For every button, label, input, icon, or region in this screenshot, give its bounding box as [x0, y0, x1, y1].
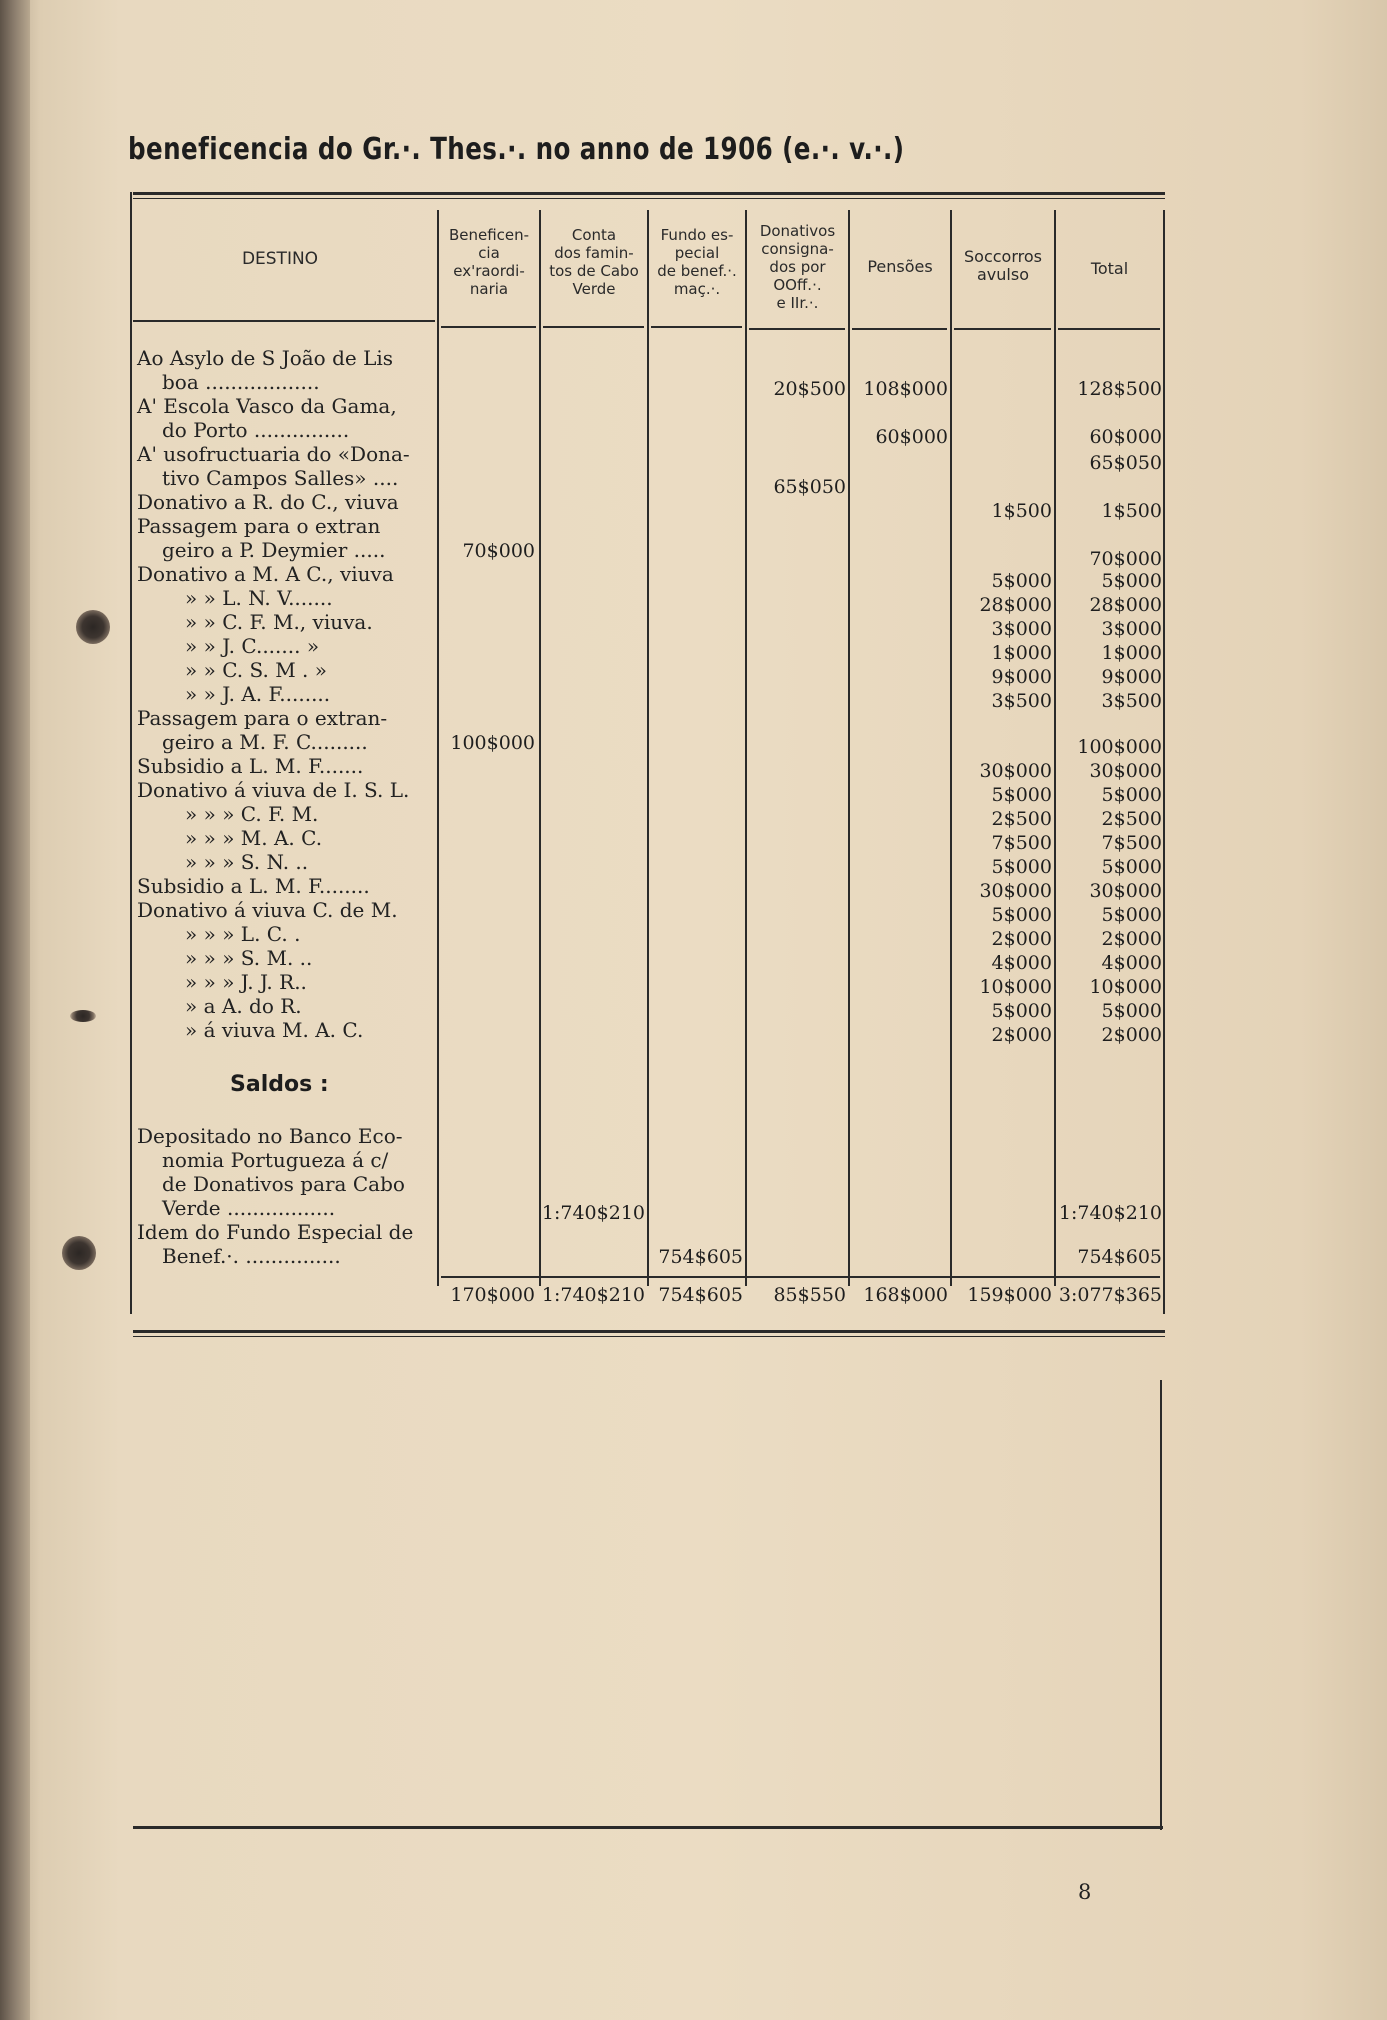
book-binding	[0, 0, 30, 2020]
total-soccorros: 159$000	[967, 1284, 1052, 1306]
destino-line: » » » L. C. .	[185, 922, 301, 946]
saldos-line: Depositado no Banco Eco-	[137, 1124, 403, 1148]
cell-total: 30$000	[1089, 760, 1162, 782]
total-donativos: 85$550	[773, 1284, 846, 1306]
cell-total: 3$500	[1101, 690, 1162, 712]
cell-total: 2$500	[1101, 808, 1162, 830]
destino-line: Subsidio a L. M. F........	[137, 874, 370, 898]
page-title: beneficencia do Gr.·. Thes.·. no anno de 1906 (e.·. v.·.)	[128, 132, 905, 167]
destino-line: » » » S. M. ..	[185, 946, 313, 970]
cell-total: 65$050	[1089, 452, 1162, 474]
cell-total: 10$000	[1089, 976, 1162, 998]
page-bottom-rule	[133, 1826, 1163, 1829]
destino-line: Donativo a R. do C., viuva	[137, 490, 399, 514]
cell-total: 9$000	[1101, 666, 1162, 688]
destino-line: Subsidio a L. M. F.......	[137, 754, 364, 778]
cell-total: 70$000	[1089, 548, 1162, 570]
destino-line: geiro a P. Deymier .....	[162, 538, 386, 562]
cell-soccorros: 2$000	[991, 928, 1052, 950]
cell-soccorros: 28$000	[979, 594, 1052, 616]
destino-line: » » » C. F. M.	[185, 802, 319, 826]
binding-hole	[62, 1236, 96, 1270]
cell-pensoes: 60$000	[875, 426, 948, 448]
header-donativos: Donativos consigna- dos por OOff.·. e IIr.·.	[759, 222, 836, 312]
destino-line: » á viuva M. A. C.	[185, 1018, 364, 1042]
total-pensoes: 168$000	[863, 1284, 948, 1306]
cell-soccorros: 10$000	[979, 976, 1052, 998]
cell-soccorros: 1$000	[991, 642, 1052, 664]
cell-soccorros: 9$000	[991, 666, 1052, 688]
saldos-line: Idem do Fundo Especial de	[137, 1220, 414, 1244]
destino-line: » » » S. N. ..	[185, 850, 309, 874]
destino-line: Donativo á viuva C. de M.	[137, 898, 398, 922]
col-line	[647, 210, 649, 1286]
header-total: Total	[1090, 259, 1129, 278]
total-total: 3:077$365	[1058, 1284, 1162, 1306]
saldos-line: Verde .................	[162, 1196, 336, 1220]
col-line	[848, 210, 850, 1286]
col-line	[539, 210, 541, 1286]
destino-line: » a A. do R.	[185, 994, 302, 1018]
cell-total: 5$000	[1101, 784, 1162, 806]
totals-rule	[441, 1276, 1160, 1278]
cell-soccorros: 2$000	[991, 1024, 1052, 1046]
header-rule	[954, 328, 1051, 330]
cell-fundo: 754$605	[658, 1246, 743, 1268]
cell-soccorros: 4$000	[991, 952, 1052, 974]
destino-line: » » J. A. F........	[185, 682, 331, 706]
table-bottom-rule	[133, 1330, 1165, 1333]
header-soccorros: Soccorros avulso	[964, 247, 1042, 284]
destino-line: » » C. F. M., viuva.	[185, 610, 373, 634]
cell-total: 30$000	[1089, 880, 1162, 902]
cell-soccorros: 30$000	[979, 880, 1052, 902]
cell-total: 28$000	[1089, 594, 1162, 616]
cell-total: 60$000	[1089, 426, 1162, 448]
cell-soccorros: 5$000	[991, 784, 1052, 806]
page-number: 8	[1078, 1880, 1092, 1904]
total-conta: 1:740$210	[541, 1284, 645, 1306]
cell-soccorros: 3$500	[991, 690, 1052, 712]
cell-total: 5$000	[1101, 570, 1162, 592]
cell-soccorros: 3$000	[991, 618, 1052, 640]
destino-line: » » » J. J. R..	[185, 970, 307, 994]
cell-total: 7$500	[1101, 832, 1162, 854]
cell-total: 100$000	[1077, 736, 1162, 758]
destino-line: A' usofructuaria do «Dona-	[137, 442, 410, 466]
cell-total: 1:740$210	[1058, 1202, 1162, 1224]
cell-total: 3$000	[1101, 618, 1162, 640]
destino-line: » » » M. A. C.	[185, 826, 323, 850]
binding-hole	[76, 610, 110, 644]
header-conta: Conta dos famin- tos de Cabo Verde	[549, 226, 639, 298]
cell-total: 1$500	[1101, 500, 1162, 522]
header-rule	[651, 326, 742, 328]
binding-hole	[70, 1010, 96, 1022]
cell-soccorros: 7$500	[991, 832, 1052, 854]
cell-total: 5$000	[1101, 856, 1162, 878]
table-top-rule	[133, 192, 1165, 195]
header-rule	[441, 326, 536, 328]
destino-line: tivo Campos Salles» ....	[162, 466, 399, 490]
destino-line: do Porto ...............	[162, 418, 350, 442]
cell-total: 2$000	[1101, 1024, 1162, 1046]
destino-line: Passagem para o extran	[137, 514, 381, 538]
header-pensoes: Pensões	[867, 257, 933, 276]
cell-soccorros: 5$000	[991, 856, 1052, 878]
cell-donativos: 20$500	[773, 378, 846, 400]
header-rule	[749, 328, 845, 330]
cell-soccorros: 5$000	[991, 1000, 1052, 1022]
header-rule	[133, 320, 435, 322]
table-left-border	[130, 192, 132, 1314]
cell-beneficencia: 100$000	[450, 732, 535, 754]
destino-line: Ao Asylo de S João de Lis	[137, 346, 394, 370]
header-fundo: Fundo es- pecial de benef.·. maç.·.	[657, 226, 737, 298]
destino-line: » » J. C....... »	[185, 634, 320, 658]
total-beneficencia: 170$000	[450, 1284, 535, 1306]
saldos-line: Benef.·. ...............	[162, 1244, 341, 1268]
destino-line: Passagem para o extran-	[137, 706, 388, 730]
destino-line: » » C. S. M . »	[185, 658, 327, 682]
header-rule	[543, 326, 644, 328]
destino-line: A' Escola Vasco da Gama,	[137, 394, 397, 418]
col-line	[745, 210, 747, 1286]
cell-soccorros: 30$000	[979, 760, 1052, 782]
cell-total: 128$500	[1077, 378, 1162, 400]
page-right-rule	[1160, 1380, 1162, 1830]
header-beneficencia: Beneficen- cia ex'raordi- naria	[448, 226, 530, 298]
cell-total: 754$605	[1077, 1246, 1162, 1268]
destino-line: geiro a M. F. C.........	[162, 730, 368, 754]
header-rule	[1058, 328, 1160, 330]
cell-beneficencia: 70$000	[462, 540, 535, 562]
cell-pensoes: 108$000	[863, 378, 948, 400]
saldos-line: nomia Portugueza á c/	[162, 1148, 389, 1172]
cell-donativos: 65$050	[773, 476, 846, 498]
total-fundo: 754$605	[658, 1284, 743, 1306]
destino-line: Donativo a M. A C., viuva	[137, 562, 394, 586]
header-rule	[852, 328, 947, 330]
destino-line: Donativo á viuva de I. S. L.	[137, 778, 410, 802]
destino-line: » » L. N. V.......	[185, 586, 333, 610]
col-line	[950, 210, 952, 1286]
table-bottom-rule-thin	[133, 1336, 1165, 1337]
cell-soccorros: 1$500	[991, 500, 1052, 522]
saldos-line: de Donativos para Cabo	[162, 1172, 405, 1196]
header-destino: DESTINO	[241, 249, 319, 269]
table-right-border	[1163, 210, 1165, 1314]
cell-soccorros: 2$500	[991, 808, 1052, 830]
saldos-title: Saldos :	[230, 1072, 329, 1097]
cell-total: 5$000	[1101, 1000, 1162, 1022]
cell-soccorros: 5$000	[991, 904, 1052, 926]
table-top-rule-thin	[133, 198, 1165, 199]
cell-total: 5$000	[1101, 904, 1162, 926]
cell-soccorros: 5$000	[991, 570, 1052, 592]
cell-total: 4$000	[1101, 952, 1162, 974]
cell-total: 2$000	[1101, 928, 1162, 950]
cell-conta: 1:740$210	[541, 1202, 645, 1224]
cell-total: 1$000	[1101, 642, 1162, 664]
destino-line: boa ..................	[162, 370, 320, 394]
